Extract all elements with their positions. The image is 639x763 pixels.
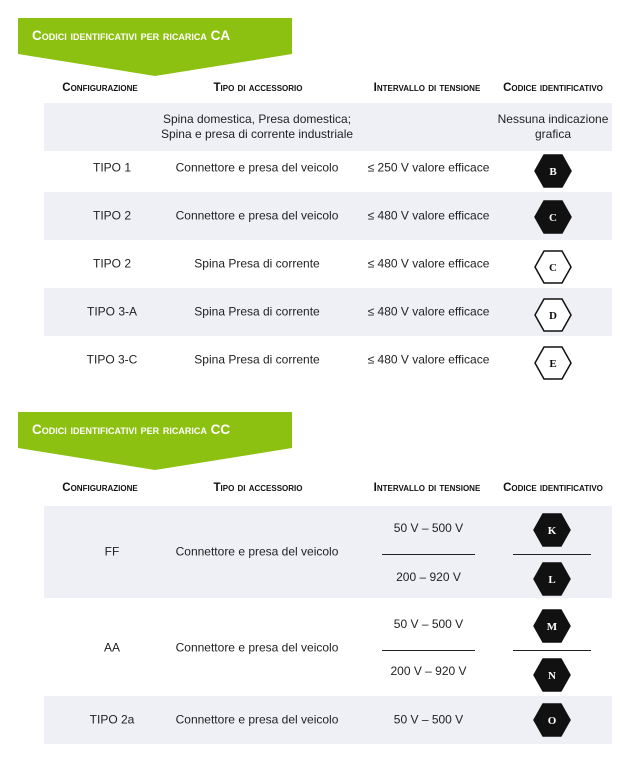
codice-cell [494,112,612,142]
table-row [44,144,612,192]
tipo-cell: Connettore e presa del veicolo [175,640,339,655]
svg-text:C: C [549,262,557,274]
config-cell: TIPO 2a [89,712,135,727]
svg-text:K: K [547,525,557,537]
table-row [44,240,612,288]
code-d-hexagon-icon [534,298,572,332]
config-cell: FF [104,544,120,559]
tipo-line-2: Spina e presa di corrente industriale [160,127,354,141]
ca-header-intervallo: Intervallo di tensione [373,82,481,94]
table-row [44,696,612,744]
svg-text:N: N [548,670,556,682]
tensione-cell: ≤ 480 V valore efficace [367,256,490,271]
tensione-cell: ≤ 480 V valore efficace [367,352,490,367]
ca-section-banner [18,18,292,76]
code-e-hexagon-icon [534,346,572,380]
tensione-cell: ≤ 480 V valore efficace [367,208,490,223]
tipo-cell: Connettore e presa del veicolo [175,544,339,559]
table-row [44,192,612,240]
codice-line-1: Nessuna indicazione [497,112,609,126]
code-c-outline-hexagon-icon [534,250,572,284]
svg-text:D: D [549,310,557,322]
tipo-cell [157,112,357,142]
table-row [44,506,612,598]
code-c-hexagon-icon [534,200,572,234]
tensione-cell-a: 50 V – 500 V [393,617,464,631]
config-cell: TIPO 2 [92,256,131,271]
cc-section-banner [18,412,292,470]
divider [513,554,591,555]
codice-line-2: grafica [534,127,572,141]
table-row [44,336,612,384]
code-n-hexagon-icon [533,658,571,692]
divider [382,650,475,651]
cc-section-title: Codici identificativi per ricarica CC [18,412,292,448]
banner-arrow [18,54,292,76]
tipo-cell: Spina Presa di corrente [194,304,320,319]
tensione-cell-b: 200 V – 920 V [390,664,467,678]
config-cell: TIPO 2 [92,208,131,223]
ca-section-title: Codici identificativi per ricarica CA [18,18,292,54]
code-o-hexagon-icon [533,703,571,737]
svg-text:B: B [549,166,557,178]
svg-text:O: O [547,715,557,727]
divider [513,650,591,651]
banner-arrow [18,448,292,470]
svg-text:E: E [549,358,557,370]
tensione-cell: ≤ 250 V valore efficace [367,160,490,175]
cc-header-tipo: Tipo di accessorio [213,482,303,494]
code-m-hexagon-icon [533,609,571,643]
tipo-cell: Connettore e presa del veicolo [175,160,339,175]
tensione-cell-a: 50 V – 500 V [393,521,464,535]
ca-header-tipo: Tipo di accessorio [213,82,303,94]
config-cell: TIPO 1 [92,160,131,175]
table-row [44,600,612,696]
tipo-cell: Spina Presa di corrente [194,256,320,271]
svg-text:C: C [549,212,557,224]
divider [382,554,475,555]
config-cell: TIPO 3-A [86,304,137,319]
tipo-cell: Connettore e presa del veicolo [175,712,339,727]
code-l-hexagon-icon [533,562,571,596]
code-k-hexagon-icon [533,513,571,547]
ca-header-configurazione: Configurazione [62,82,138,94]
code-b-hexagon-icon [534,154,572,188]
tensione-cell-b: 200 – 920 V [396,570,461,584]
svg-text:M: M [546,621,558,633]
cc-header-configurazione: Configurazione [62,482,138,494]
config-cell: TIPO 3-C [86,352,138,367]
config-cell: AA [103,640,120,655]
tensione-cell: ≤ 480 V valore efficace [367,304,490,319]
tipo-cell: Spina Presa di corrente [194,352,320,367]
svg-text:L: L [548,574,556,586]
cc-header-codice: Codice identificativo [503,482,603,494]
tipo-line-1: Spina domestica, Presa domestica; [162,112,352,126]
ca-header-codice: Codice identificativo [503,82,603,94]
cc-header-intervallo: Intervallo di tensione [373,482,481,494]
tipo-cell: Connettore e presa del veicolo [175,208,339,223]
tensione-cell: 50 V – 500 V [393,712,464,727]
table-row [44,288,612,336]
